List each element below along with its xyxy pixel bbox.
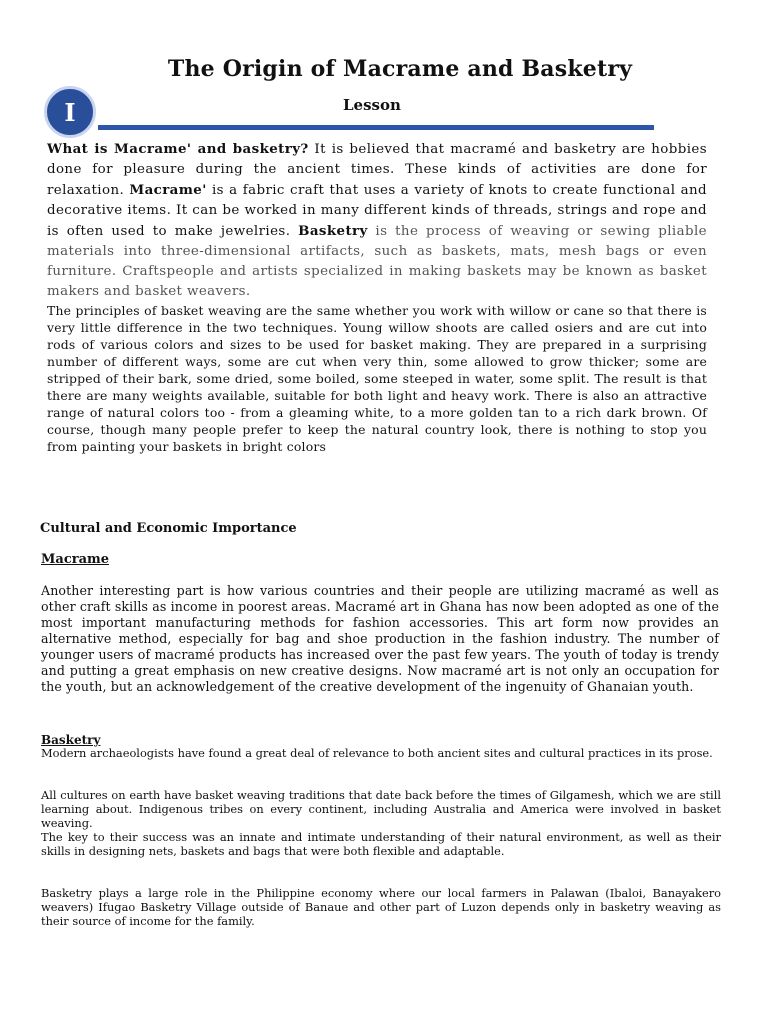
intro-question: What is Macrame' and basketry?: [47, 141, 309, 157]
lesson-number-badge: [44, 86, 96, 138]
page-title: The Origin of Macrame and Basketry: [167, 56, 633, 82]
macrame-paragraph: Another interesting part is how various countries and their people are utilizing macramé as well as other craft skills as income in poorest areas. Macramé art in Ghana has now been adopted as one of the most important manufacturing methods for fashion accessories. This art form now provides an alternative method, especially for bag and shoe production in the fashion industry. The number of younger users of macramé products has increased over the past few years. The youth of today is trendy and putting a great emphasis on new creative designs. Now macramé art is not only an occupation for the youth, but an acknowledgement of the creative development of the ingenuity of Ghanaian youth.: [41, 583, 719, 694]
principles-paragraph: The principles of basket weaving are the same whether you work with willow or cane so that there is very little difference in the two techniques. Young willow shoots are called osiers and are cut into rods of various colors and sizes to be used for basket making. They are prepared in a surprising number of different ways, some are cut when very thin, some allowed to grow thicker; some are stripped of their bark, some dried, some boiled, some steeped in water, some split. The result is that there are many weights available, suitable for both light and heavy work. There is also an attractive range of natural colors too - from a gleaming white, to a more golden tan to a rich dark brown. Of course, though many people prefer to keep the natural country look, there is nothing to stop you from painting your baskets in bright colors: [47, 303, 707, 454]
title-divider: [98, 125, 654, 130]
lesson-label: Lesson: [343, 96, 401, 114]
macrame-term: Macrame': [129, 182, 207, 198]
basketry-paragraph-2: All cultures on earth have basket weaving traditions that date back before the times of Gilgamesh, which we are still learning about. Indigenous tribes on every continent, including Australia and America were involved in basket weaving.: [41, 788, 721, 830]
cultural-section-heading: Cultural and Economic Importance: [40, 521, 297, 536]
intro-text-1: It is believed that macramé and basketry are hobbies done for pleasure during the ancient times. These kinds of activities are done for relaxation.: [47, 142, 707, 198]
basketry-paragraph-1: Modern archaeologists have found a great deal of relevance to both ancient sites and cultural practices in its prose.: [41, 746, 713, 760]
basketry-paragraph-4: Basketry plays a large role in the Philippine economy where our local farmers in Palawan (Ibaloi, Banayakero weavers) Ifugao Basketry Village outside of Banaue and other part of Luzon depends only in basketry weaving as their source of income for the family.: [41, 886, 721, 928]
intro-text-2: is a fabric craft that uses a variety of knots to create functional and decorative items. It can be worked in many different kinds of threads, strings and rope and is often used to make jewelries.: [47, 183, 707, 239]
macrame-heading: Macrame: [41, 552, 110, 567]
intro-text-3: is the process of weaving or sewing pliable materials into three-dimensional artifacts, such as baskets, mats, mesh bags or even furniture. Craftspeople and artists specialized in making baskets may be known as basket makers and basket weavers.: [47, 224, 707, 299]
intro-paragraph: [47, 139, 707, 302]
lesson-number: I: [64, 97, 76, 127]
basketry-term: Basketry: [298, 223, 368, 239]
basketry-paragraph-3: The key to their success was an innate and intimate understanding of their natural environment, as well as their skills in designing nets, baskets and bags that were both flexible and adaptable.: [41, 830, 721, 858]
basketry-heading: Basketry: [41, 733, 101, 747]
